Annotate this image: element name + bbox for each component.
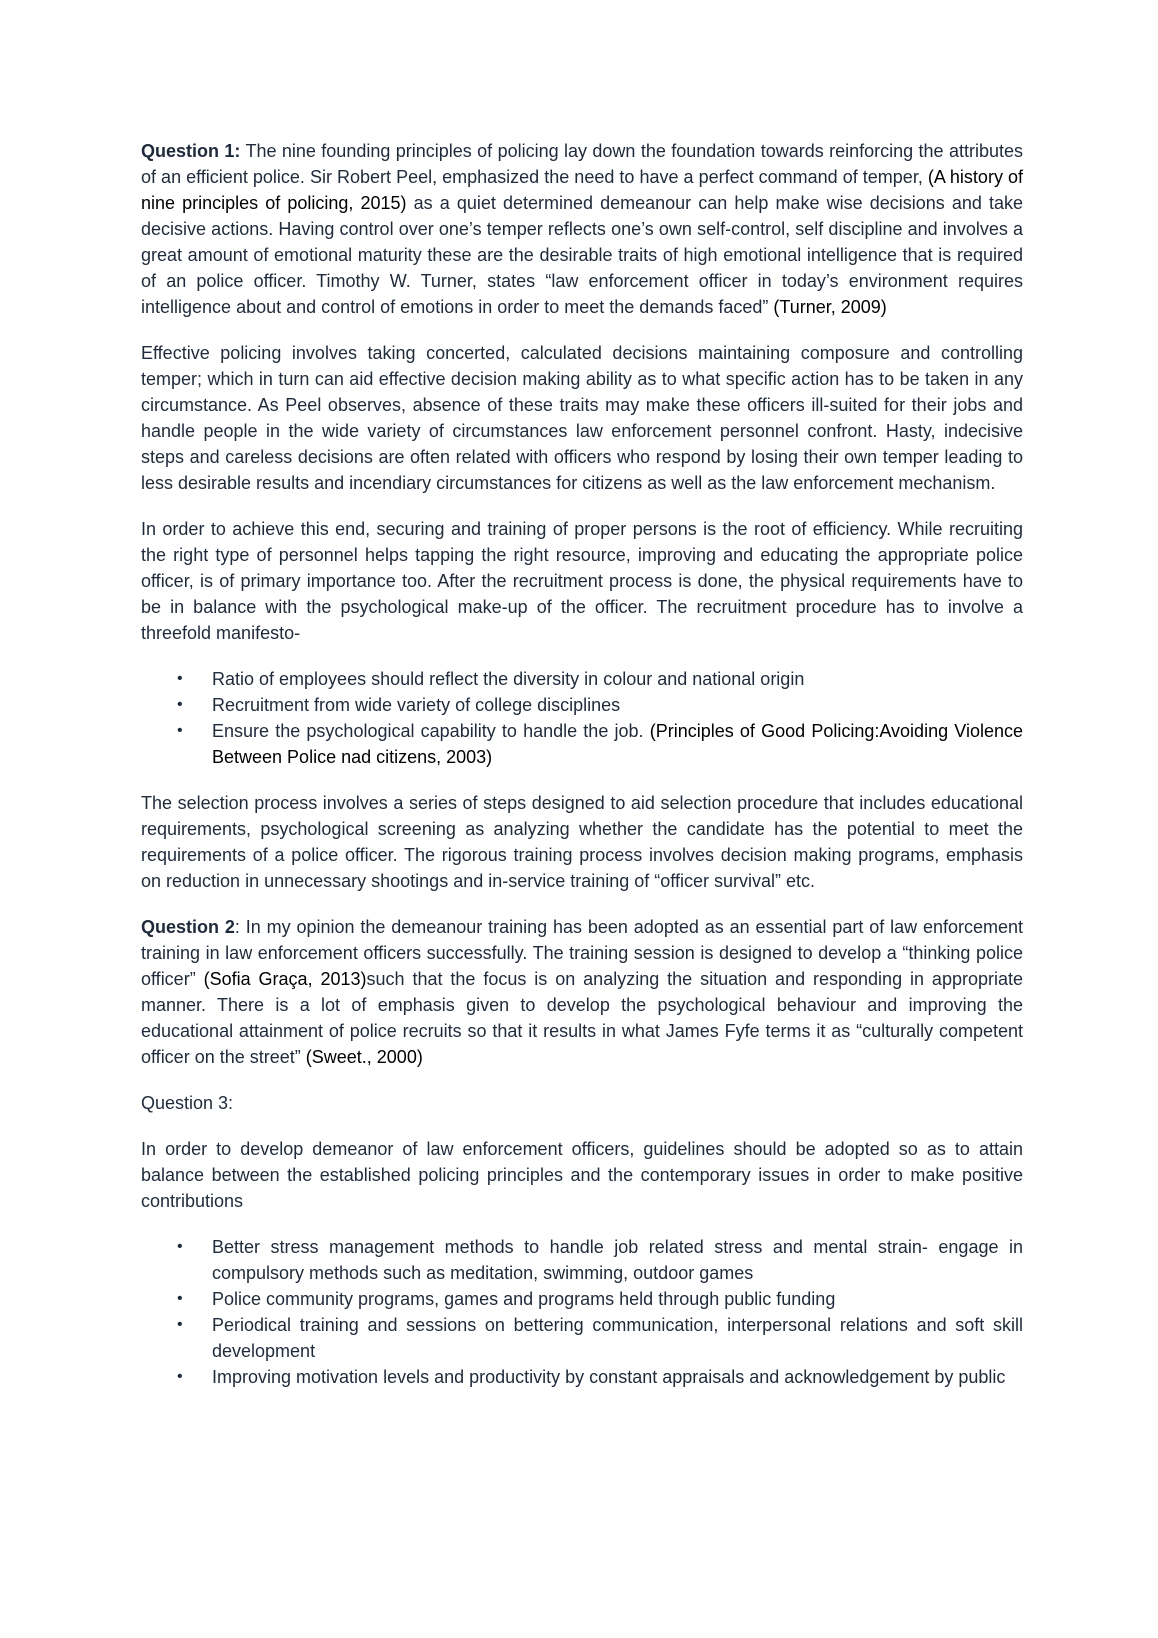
q3-paragraph: In order to develop demeanor of law enforcement officers, guidelines should be adopted so as to attain balance between the established policing principles and the contemporary issues in order to make positive contributions xyxy=(141,1139,1023,1211)
q1-label: Question 1: xyxy=(141,141,241,161)
bullet-icon: • xyxy=(177,696,183,713)
list-item: • Ensure the psychological capability to handle the job. (Principles of Good Policing:Avoiding Violence Between Police nad citizens, 2003) xyxy=(212,718,1023,770)
q1-text-b: as a quiet determined demeanour can help make wise decisions and take decisive actions. Having control over one’s temper reflects one’s own self-control, self discipline and involves a great amount of emotional maturity these are the desirable traits of high emotional intelligence that is required of an police officer. Timothy W. Turner, states “law enforcement officer in today’s environment requires intelligence about and control of emotions in order to meet the demands faced” xyxy=(141,193,1023,317)
q3-heading: Question 3: xyxy=(141,1093,234,1113)
document-body xyxy=(141,138,1023,1410)
q2-label: Question 2 xyxy=(141,917,235,937)
q1-paragraph-1 xyxy=(141,138,1023,320)
q1-paragraph-3: In order to achieve this end, securing and training of proper persons is the root of efficiency. While recruiting the right type of personnel helps tapping the right resource, improving and educating the appropriate police officer, is of primary importance too. After the recruitment process is done, the physical requirements have to be in balance with the psychological make-up of the officer. The recruitment procedure has to involve a threefold manifesto- xyxy=(141,519,1023,643)
manifesto-list xyxy=(141,666,1023,770)
guidelines-list xyxy=(141,1234,1023,1390)
list-item: • Better stress management methods to handle job related stress and mental strain- engage in compulsory methods such as meditation, swimming, outdoor games xyxy=(212,1234,1023,1286)
q1-paragraph-4: The selection process involves a series of steps designed to aid selection procedure that includes educational requirements, psychological screening as analyzing whether the candidate has the potential to meet the requirements of a police officer. The rigorous training process involves decision making programs, emphasis on reduction in unnecessary shootings and in-service training of “officer survival” etc. xyxy=(141,793,1023,891)
list-item: • Recruitment from wide variety of college disciplines xyxy=(212,692,1023,718)
list-item: • Improving motivation levels and productivity by constant appraisals and acknowledgement by public xyxy=(212,1364,1023,1390)
citation-good-policing: (Principles of Good Policing:Avoiding Violence Between Police nad citizens, 2003) xyxy=(212,721,1023,767)
list-item: • Police community programs, games and programs held through public funding xyxy=(212,1286,1023,1312)
list-item: • Ratio of employees should reflect the diversity in colour and national origin xyxy=(212,666,1023,692)
bullet-icon: • xyxy=(177,670,183,687)
q1-text-a: The nine founding principles of policing lay down the foundation towards reinforcing the attributes of an efficient police. Sir Robert Peel, emphasized the need to have a perfect command of temper, xyxy=(141,141,1024,187)
q1-paragraph-2: Effective policing involves taking concerted, calculated decisions maintaining composure and controlling temper; which in turn can aid effective decision making ability as to what specific action has to be taken in any circumstance. As Peel observes, absence of these traits may make these officers ill-suited for their jobs and handle people in the wide variety of circumstances law enforcement personnel confront. Hasty, indecisive steps and careless decisions are often related with officers who respond by losing their own temper leading to less desirable results and incendiary circumstances for citizens as well as the law enforcement mechanism. xyxy=(141,343,1023,493)
citation-sweet: (Sweet., 2000) xyxy=(305,1047,423,1067)
citation-sofia-graca: (Sofia Graça, 2013) xyxy=(203,969,367,989)
bullet-icon: • xyxy=(177,1290,183,1307)
bullet-icon: • xyxy=(177,722,183,739)
bullet-icon: • xyxy=(177,1368,183,1385)
citation-nine-principles: (A history of nine principles of policing, 2015) xyxy=(141,167,1023,213)
q2-paragraph: Question 2: In my opinion the demeanour training has been adopted as an essential part of law enforcement training in law enforcement officers successfully. The training session is designed to develop a “thinking police officer” (Sofia Graça, 2013)such that the focus is on analyzing the situation and responding in appropriate manner. There is a lot of emphasis given to develop the psychological behaviour and improving the educational attainment of police recruits so that it results in what James Fyfe terms it as “culturally competent officer on the street” (Sweet., 2000) xyxy=(141,917,1023,1067)
bullet-icon: • xyxy=(177,1238,183,1255)
bullet-icon: • xyxy=(177,1316,183,1333)
list-item: • Periodical training and sessions on bettering communication, interpersonal relations and soft skill development xyxy=(212,1312,1023,1364)
citation-turner: (Turner, 2009) xyxy=(773,297,887,317)
